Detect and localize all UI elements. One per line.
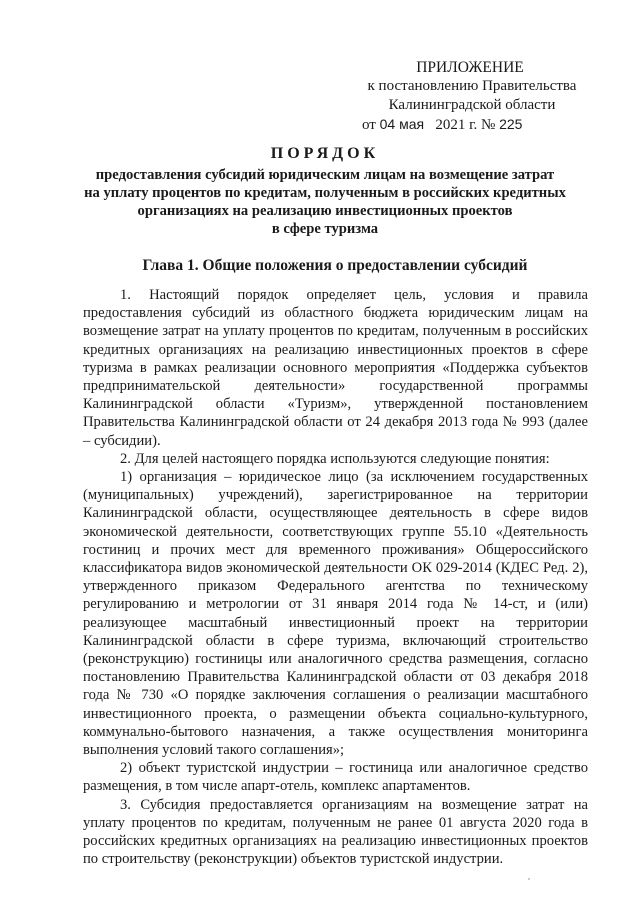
- appendix-line-1: к постановлению Правительства: [367, 78, 577, 94]
- document-number: 225: [499, 116, 523, 132]
- date-prefix: от: [362, 117, 376, 133]
- document-body: [83, 286, 588, 869]
- title-line-1: предоставления субсидий юридическим лицам на возмещение затрат: [95, 167, 555, 183]
- chapter-heading: Глава 1. Общие положения о предоставлении субсидий: [142, 257, 528, 274]
- paragraph-3: 3. Субсидия предоставляется организациям на возмещение затрат на уплату процентов по кредитам, полученным не ранее 01 августа 2020 года в российских кредитных организациях на реализацию инвестиционных проектов по строительству (реконструкции) объектов туристской индустрии.: [83, 796, 588, 868]
- title-line-2: на уплату процентов по кредитам, полученным в российских кредитных: [84, 185, 566, 201]
- document-title: [60, 145, 590, 238]
- paragraph-2: 2. Для целей настоящего порядка используются следующие понятия:: [120, 450, 550, 467]
- date-day-month: 04 мая: [379, 116, 425, 132]
- title-line-4: в сфере туризма: [271, 221, 379, 237]
- title-main: ПОРЯДОК: [270, 145, 380, 162]
- appendix-title: ПРИЛОЖЕНИЕ: [416, 59, 524, 76]
- date-year: 2021 г. №: [435, 117, 496, 133]
- paragraph-2-item-2: 2) объект туристской индустрии – гостиница или аналогичное средство размещения, в том числе апарт-отель, комплекс апартаментов.: [83, 760, 588, 795]
- scan-speck: [528, 878, 530, 880]
- paragraph-2-item-1: 1) организация – юридическое лицо (за исключением государственных (муниципальных) учреждений), зарегистрированное на территории Калининградской области, осуществляющее деятельность в сфере видов экономической деятельности, соответствующих группе 55.10 «Деятельность гостиниц и прочих мест для временного проживания» Общероссийского классификатора видов экономической деятельности ОК 029-2014 (КДЕС Ред. 2), утвержденного приказом Федерального агентства по техническому регулированию и метрологии от 31 января 2014 года № 14-ст, и (или) реализующее масштабный инвестиционный проект на территории Калининградской области в сфере туризма, включающий строительство (реконструкцию) гостиницы или аналогичного средства размещения, согласно постановлению Правительства Калининградской области от 03 декабря 2018 года № 730 «О порядке заключения соглашения о реализации масштабного инвестиционного проекта, о размещении объекта социально-культурного, коммунально-бытового назначения, а также осуществления мониторинга выполнения условий такого соглашения»;: [83, 469, 588, 759]
- appendix-date-line: [340, 115, 590, 135]
- appendix-line-2: Калининградской области: [388, 97, 556, 113]
- title-line-3: организациях на реализацию инвестиционных проектов: [137, 203, 513, 219]
- appendix-block: [340, 58, 590, 135]
- paragraph-1: 1. Настоящий порядок определяет цель, условия и правила предоставления субсидий из областного бюджета юридическим лицам на возмещение затрат на уплату процентов по кредитам, полученным в российских кредитных организациях на реализацию инвестиционных проектов в сфере туризма в рамках реализации основного мероприятия «Поддержка субъектов предпринимательской деятельности» государственной программы Калининградской области «Туризм», утвержденной постановлением Правительства Калининградской области от 24 декабря 2013 года № 993 (далее – субсидии).: [83, 287, 588, 449]
